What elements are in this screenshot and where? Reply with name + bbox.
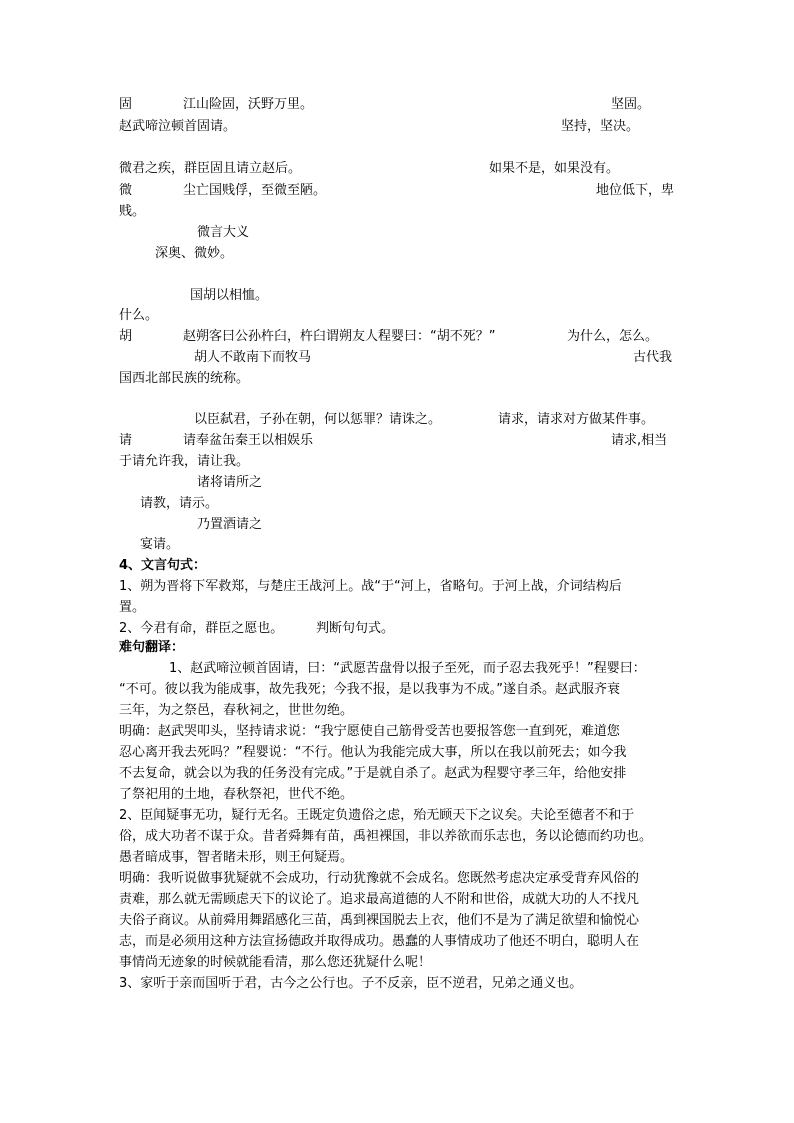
- paragraph-line: 不去复命，就会以为我的任务没有完成。”于是就自杀了。赵武为程婴守孝三年，给他安排: [119, 766, 627, 781]
- definition: 什么。: [119, 308, 159, 323]
- paragraph-line: 忍心离开我去死吗？”程婴说：“不行。他认为我能完成大事，所以在我以前死去；如今我: [119, 745, 627, 760]
- paragraph-line: 判断句句式。: [316, 621, 395, 636]
- paragraph-line: 明确：我听说做事犹疑就不会成功，行动犹豫就不会成名。您既然考虑决定承受背弃风俗的: [119, 871, 640, 886]
- paragraph-line: 了祭祀用的土地，春秋祭祀，世代不绝。: [119, 787, 354, 802]
- paragraph-line: 1、朔为晋将下军救郑，与楚庄王战河上。战“于“河上，省略句。于河上战，介词结构后: [119, 579, 622, 594]
- paragraph-line: 夫俗子商议。从前舜用舞蹈感化三苗，禹到裸国脱去上衣，他们不是为了满足欲望和愉悦心: [119, 913, 640, 928]
- definition: 坚持，坚决。: [561, 119, 640, 134]
- paragraph-line: 2、今君有命，群臣之愿也。: [119, 621, 284, 636]
- definition-continued: 贱。: [119, 204, 146, 219]
- example-sentence: 胡人不敢南下而牧马: [194, 350, 312, 365]
- example-sentence: 江山险固，沃野万里。: [183, 97, 314, 112]
- paragraph-line: 1、赵武啼泣顿首固请，曰：“武愿苦盘骨以报子至死，而子忍去我死乎！”程婴曰：: [169, 661, 646, 676]
- paragraph-line: 三年，为之祭邑，春秋祠之，世世勿绝。: [119, 703, 354, 718]
- term-hu: 胡: [119, 329, 133, 344]
- paragraph-line: 责难，那么就无需顾虑天下的议论了。追求最高道德的人不附和世俗，成就大功的人不找凡: [119, 892, 640, 907]
- definition: 请教，请示。: [140, 496, 219, 511]
- example-sentence: 赵武啼泣顿首固请。: [119, 119, 237, 134]
- example-sentence: 乃置酒请之: [197, 517, 263, 532]
- definition: 古代我: [633, 350, 673, 365]
- example-sentence: 尘亡国贱俘，至微至陋。: [183, 183, 327, 198]
- paragraph-line: 明确：赵武哭叩头，坚持请求说：“我宁愿使自己筋骨受苦也要报答您一直到死，难道您: [119, 724, 620, 739]
- definition: 为什么，怎么。: [567, 329, 659, 344]
- example-sentence: 国胡以相恤。: [190, 288, 269, 303]
- paragraph-line: “不可。彼以我为能成事，故先我死；今我不报，是以我事为不成。”遂自杀。赵武服齐衰: [119, 682, 620, 697]
- example-sentence: 以臣弑君，子孙在朝，何以惩罪？请诛之。: [194, 412, 442, 427]
- definition-continued: 国西北部民族的统称。: [119, 371, 250, 386]
- example-sentence: 微言大义: [197, 225, 250, 240]
- definition: 如果不是，如果没有。: [489, 161, 620, 176]
- definition-continued: 于请允许我，请让我。: [119, 454, 250, 469]
- definition: 坚固。: [611, 97, 651, 112]
- term-qing: 请: [119, 433, 133, 448]
- definition: 深奥、微妙。: [155, 246, 234, 261]
- section-heading: 难句翻译：: [119, 640, 185, 655]
- paragraph-line: 2、臣闻疑事无功，疑行无名。王既定负遗俗之虑，殆无顾天下之议矣。夫论至德者不和于: [119, 808, 635, 823]
- term-wei: 微: [119, 183, 133, 198]
- definition: 请求,相当: [611, 433, 668, 448]
- term-gu: 固: [119, 97, 133, 112]
- paragraph-line: 置。: [119, 600, 146, 615]
- example-sentence: 请奉盆缶秦王以相娱乐: [183, 433, 314, 448]
- definition: 宴请。: [140, 537, 180, 552]
- paragraph-line: 俗，成大功者不谋于众。昔者舜舞有苗，禹袒裸国，非以养欲而乐志也，务以论德而约功也。: [119, 829, 653, 844]
- section-heading: 4、文言句式：: [119, 558, 207, 573]
- paragraph-line: 愚者暗成事，智者睹未形，则王何疑焉。: [119, 850, 354, 865]
- example-sentence: 赵朔客曰公孙杵臼，杵臼谓朔友人程婴曰：“胡不死？”: [183, 329, 496, 344]
- definition: 地位低下，卑: [596, 183, 675, 198]
- paragraph-line: 志，而是必须用这种方法宣扬德政并取得成功。愚蠢的人事情成功了他还不明白，聪明人在: [119, 934, 640, 949]
- paragraph-line: 事情尚无迹象的时候就能看清，那么您还犹疑什么呢！: [119, 955, 432, 970]
- definition: 请求，请求对方做某件事。: [498, 412, 655, 427]
- paragraph-line: 3、家听于亲而国听于君，古今之公行也。子不反亲，臣不逆君，兄弟之通义也。: [119, 976, 583, 991]
- example-sentence: 诸将请所之: [197, 475, 263, 490]
- example-sentence: 微君之疾，群臣固且请立赵后。: [119, 161, 302, 176]
